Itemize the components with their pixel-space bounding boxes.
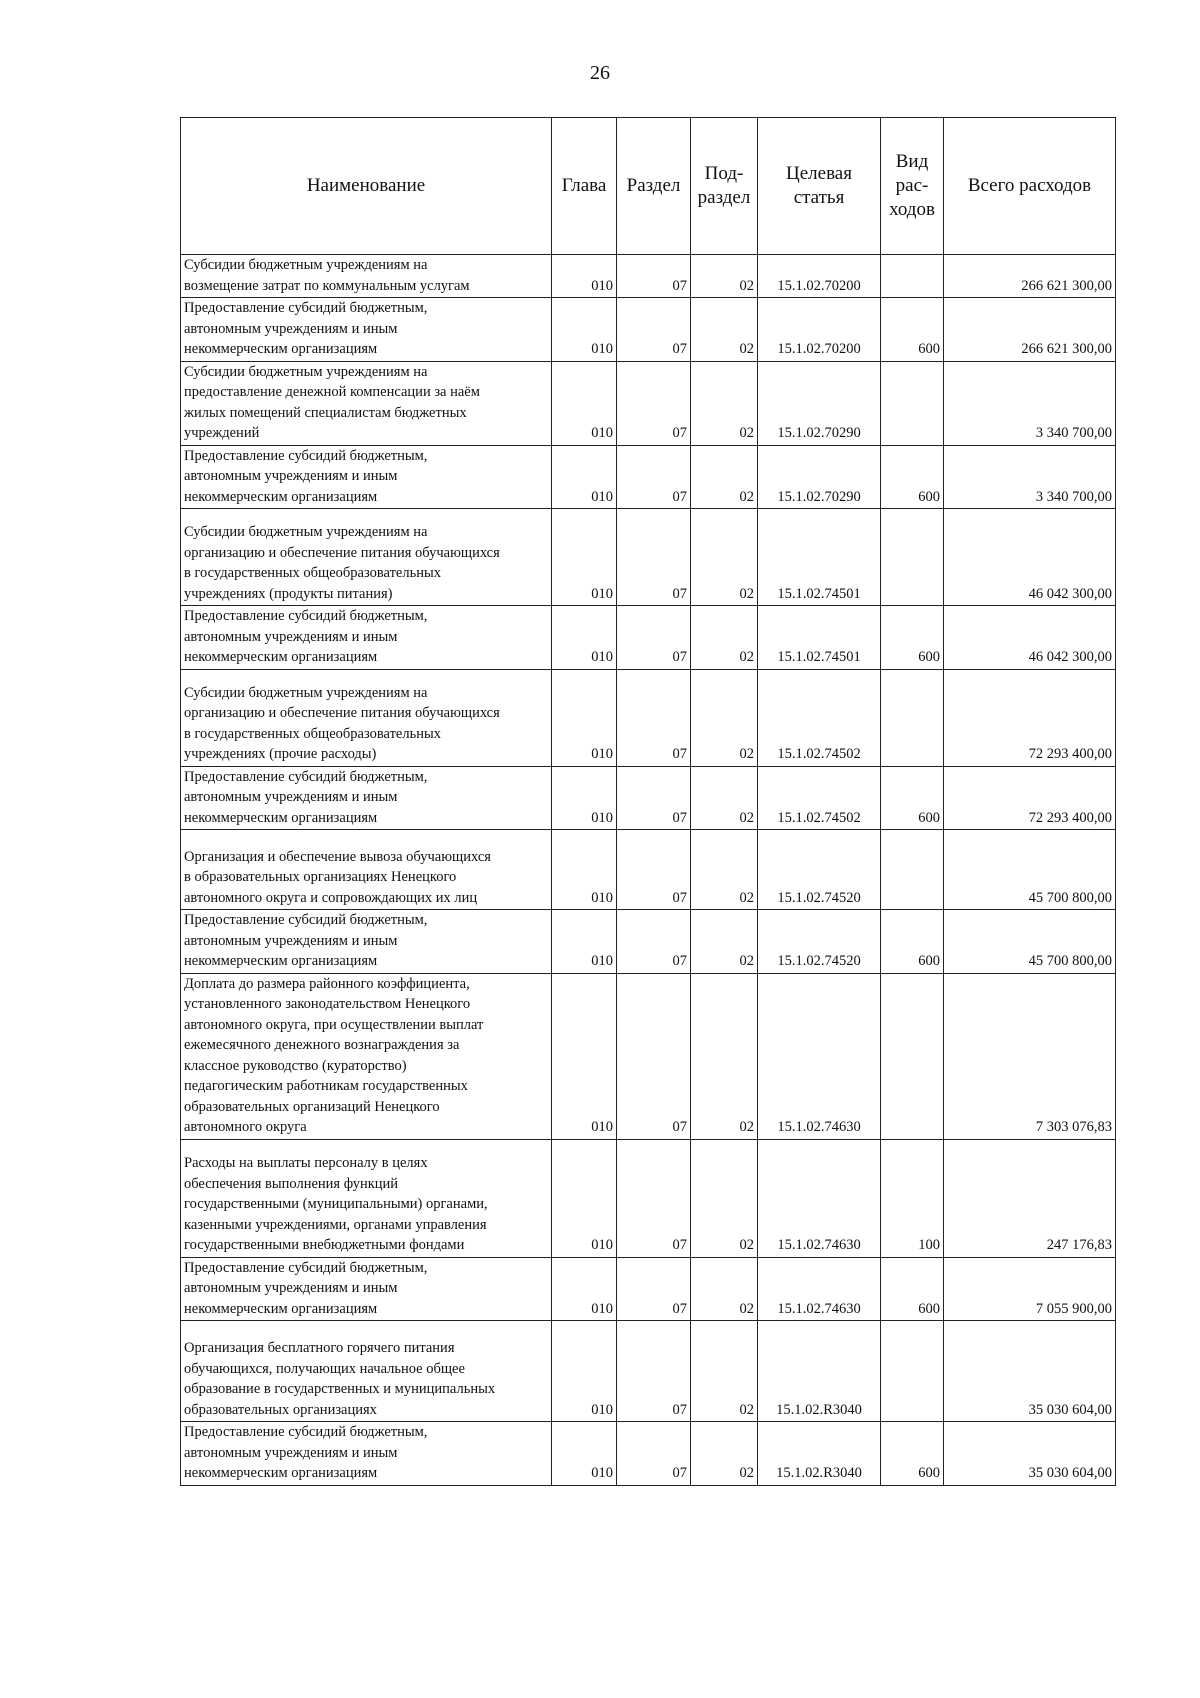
cell-total: 266 621 300,00 bbox=[944, 298, 1116, 362]
cell-expense-type bbox=[881, 361, 944, 445]
cell-chapter: 010 bbox=[552, 1321, 617, 1422]
cell-target-item: 15.1.02.R3040 bbox=[758, 1321, 881, 1422]
cell-name: Субсидии бюджетным учреждениям на предоставление денежной компенсации за наём жилых помещений специалистам бюджетных учреждений bbox=[181, 361, 552, 445]
cell-expense-type: 600 bbox=[881, 766, 944, 830]
table-row bbox=[181, 298, 1116, 362]
header-section: Раздел bbox=[617, 118, 691, 255]
cell-name: Организация бесплатного горячего питания обучающихся, получающих начальное общее образование в государственных и муниципальных образовательных организациях bbox=[181, 1321, 552, 1422]
budget-table bbox=[180, 117, 1116, 1486]
cell-chapter: 010 bbox=[552, 766, 617, 830]
cell-name: Предоставление субсидий бюджетным, автономным учреждениям и иным некоммерческим организациям bbox=[181, 298, 552, 362]
cell-target-item: 15.1.02.74630 bbox=[758, 1257, 881, 1321]
cell-expense-type bbox=[881, 973, 944, 1139]
table-header-row bbox=[181, 118, 1116, 255]
cell-subsection: 02 bbox=[691, 255, 758, 298]
cell-target-item: 15.1.02.74630 bbox=[758, 1139, 881, 1257]
cell-total: 46 042 300,00 bbox=[944, 509, 1116, 606]
header-chapter: Глава bbox=[552, 118, 617, 255]
cell-chapter: 010 bbox=[552, 445, 617, 509]
cell-expense-type: 600 bbox=[881, 445, 944, 509]
cell-chapter: 010 bbox=[552, 1139, 617, 1257]
cell-chapter: 010 bbox=[552, 1422, 617, 1486]
cell-name: Субсидии бюджетным учреждениям на организацию и обеспечение питания обучающихся в государственных общеобразовательных учреждениях (продукты питания) bbox=[181, 509, 552, 606]
cell-subsection: 02 bbox=[691, 973, 758, 1139]
table-row bbox=[181, 445, 1116, 509]
table-row bbox=[181, 830, 1116, 910]
cell-target-item: 15.1.02.74520 bbox=[758, 910, 881, 974]
page-number: 26 bbox=[590, 62, 610, 84]
cell-chapter: 010 bbox=[552, 669, 617, 766]
cell-chapter: 010 bbox=[552, 361, 617, 445]
table-row bbox=[181, 361, 1116, 445]
cell-total: 35 030 604,00 bbox=[944, 1422, 1116, 1486]
cell-expense-type: 600 bbox=[881, 606, 944, 670]
cell-target-item: 15.1.02.70290 bbox=[758, 361, 881, 445]
cell-subsection: 02 bbox=[691, 830, 758, 910]
table-row bbox=[181, 973, 1116, 1139]
cell-chapter: 010 bbox=[552, 255, 617, 298]
cell-subsection: 02 bbox=[691, 509, 758, 606]
cell-name: Субсидии бюджетным учреждениям на организацию и обеспечение питания обучающихся в государственных общеобразовательных учреждениях (прочие расходы) bbox=[181, 669, 552, 766]
cell-expense-type: 600 bbox=[881, 910, 944, 974]
cell-section: 07 bbox=[617, 1422, 691, 1486]
cell-total: 7 303 076,83 bbox=[944, 973, 1116, 1139]
cell-name: Субсидии бюджетным учреждениям на возмещение затрат по коммунальным услугам bbox=[181, 255, 552, 298]
cell-section: 07 bbox=[617, 766, 691, 830]
table-row bbox=[181, 669, 1116, 766]
cell-total: 45 700 800,00 bbox=[944, 830, 1116, 910]
cell-chapter: 010 bbox=[552, 606, 617, 670]
header-target-item: Целевая статья bbox=[758, 118, 881, 255]
cell-name: Предоставление субсидий бюджетным, автономным учреждениям и иным некоммерческим организациям bbox=[181, 606, 552, 670]
cell-name: Предоставление субсидий бюджетным, автономным учреждениям и иным некоммерческим организациям bbox=[181, 445, 552, 509]
cell-name: Предоставление субсидий бюджетным, автономным учреждениям и иным некоммерческим организациям bbox=[181, 1422, 552, 1486]
cell-expense-type bbox=[881, 830, 944, 910]
cell-expense-type bbox=[881, 255, 944, 298]
cell-name: Организация и обеспечение вывоза обучающихся в образовательных организациях Ненецкого автономного округа и сопровождающих их лиц bbox=[181, 830, 552, 910]
cell-expense-type bbox=[881, 1321, 944, 1422]
cell-section: 07 bbox=[617, 509, 691, 606]
table-row bbox=[181, 606, 1116, 670]
table-row bbox=[181, 1422, 1116, 1486]
cell-expense-type bbox=[881, 669, 944, 766]
cell-expense-type bbox=[881, 509, 944, 606]
cell-name: Предоставление субсидий бюджетным, автономным учреждениям и иным некоммерческим организациям bbox=[181, 910, 552, 974]
cell-chapter: 010 bbox=[552, 973, 617, 1139]
cell-section: 07 bbox=[617, 1321, 691, 1422]
header-expense-type: Вид рас- ходов bbox=[881, 118, 944, 255]
cell-subsection: 02 bbox=[691, 766, 758, 830]
cell-subsection: 02 bbox=[691, 910, 758, 974]
cell-total: 35 030 604,00 bbox=[944, 1321, 1116, 1422]
cell-subsection: 02 bbox=[691, 1422, 758, 1486]
cell-subsection: 02 bbox=[691, 1257, 758, 1321]
cell-chapter: 010 bbox=[552, 509, 617, 606]
cell-target-item: 15.1.02.74501 bbox=[758, 606, 881, 670]
cell-subsection: 02 bbox=[691, 1321, 758, 1422]
cell-target-item: 15.1.02.74502 bbox=[758, 669, 881, 766]
header-name: Наименование bbox=[181, 118, 552, 255]
cell-target-item: 15.1.02.R3040 bbox=[758, 1422, 881, 1486]
cell-expense-type: 600 bbox=[881, 1422, 944, 1486]
cell-target-item: 15.1.02.74501 bbox=[758, 509, 881, 606]
cell-section: 07 bbox=[617, 973, 691, 1139]
cell-total: 7 055 900,00 bbox=[944, 1257, 1116, 1321]
cell-chapter: 010 bbox=[552, 830, 617, 910]
cell-total: 266 621 300,00 bbox=[944, 255, 1116, 298]
table-row bbox=[181, 1257, 1116, 1321]
cell-chapter: 010 bbox=[552, 1257, 617, 1321]
cell-section: 07 bbox=[617, 606, 691, 670]
cell-name: Предоставление субсидий бюджетным, автономным учреждениям и иным некоммерческим организациям bbox=[181, 1257, 552, 1321]
cell-section: 07 bbox=[617, 445, 691, 509]
cell-total: 247 176,83 bbox=[944, 1139, 1116, 1257]
cell-target-item: 15.1.02.70200 bbox=[758, 298, 881, 362]
cell-chapter: 010 bbox=[552, 298, 617, 362]
cell-total: 3 340 700,00 bbox=[944, 445, 1116, 509]
cell-expense-type: 600 bbox=[881, 298, 944, 362]
cell-section: 07 bbox=[617, 361, 691, 445]
cell-total: 3 340 700,00 bbox=[944, 361, 1116, 445]
cell-subsection: 02 bbox=[691, 361, 758, 445]
cell-subsection: 02 bbox=[691, 669, 758, 766]
header-total: Всего расходов bbox=[944, 118, 1116, 255]
cell-total: 72 293 400,00 bbox=[944, 669, 1116, 766]
cell-section: 07 bbox=[617, 910, 691, 974]
cell-name: Доплата до размера районного коэффициента, установленного законодательством Ненецкого автономного округа, при осуществлении выплат ежемесячного денежного вознаграждения за классное руководство (кураторство) педагогическим работникам государственных образовательных организаций Ненецкого автономного округа bbox=[181, 973, 552, 1139]
cell-total: 45 700 800,00 bbox=[944, 910, 1116, 974]
cell-section: 07 bbox=[617, 1139, 691, 1257]
cell-section: 07 bbox=[617, 1257, 691, 1321]
cell-expense-type: 600 bbox=[881, 1257, 944, 1321]
cell-section: 07 bbox=[617, 255, 691, 298]
cell-target-item: 15.1.02.74520 bbox=[758, 830, 881, 910]
cell-subsection: 02 bbox=[691, 1139, 758, 1257]
table-row bbox=[181, 255, 1116, 298]
cell-name: Предоставление субсидий бюджетным, автономным учреждениям и иным некоммерческим организациям bbox=[181, 766, 552, 830]
cell-target-item: 15.1.02.70200 bbox=[758, 255, 881, 298]
cell-section: 07 bbox=[617, 830, 691, 910]
table-row bbox=[181, 1139, 1116, 1257]
cell-section: 07 bbox=[617, 298, 691, 362]
cell-name: Расходы на выплаты персоналу в целях обеспечения выполнения функций государственными (муниципальными) органами, казенными учреждениями, органами управления государственными внебюджетными фондами bbox=[181, 1139, 552, 1257]
table-row bbox=[181, 766, 1116, 830]
table-row bbox=[181, 910, 1116, 974]
table-row bbox=[181, 1321, 1116, 1422]
cell-total: 46 042 300,00 bbox=[944, 606, 1116, 670]
header-subsection: Под- раздел bbox=[691, 118, 758, 255]
cell-expense-type: 100 bbox=[881, 1139, 944, 1257]
cell-subsection: 02 bbox=[691, 445, 758, 509]
cell-section: 07 bbox=[617, 669, 691, 766]
table-row bbox=[181, 509, 1116, 606]
cell-subsection: 02 bbox=[691, 298, 758, 362]
cell-target-item: 15.1.02.74502 bbox=[758, 766, 881, 830]
cell-target-item: 15.1.02.74630 bbox=[758, 973, 881, 1139]
cell-chapter: 010 bbox=[552, 910, 617, 974]
cell-subsection: 02 bbox=[691, 606, 758, 670]
cell-target-item: 15.1.02.70290 bbox=[758, 445, 881, 509]
cell-total: 72 293 400,00 bbox=[944, 766, 1116, 830]
